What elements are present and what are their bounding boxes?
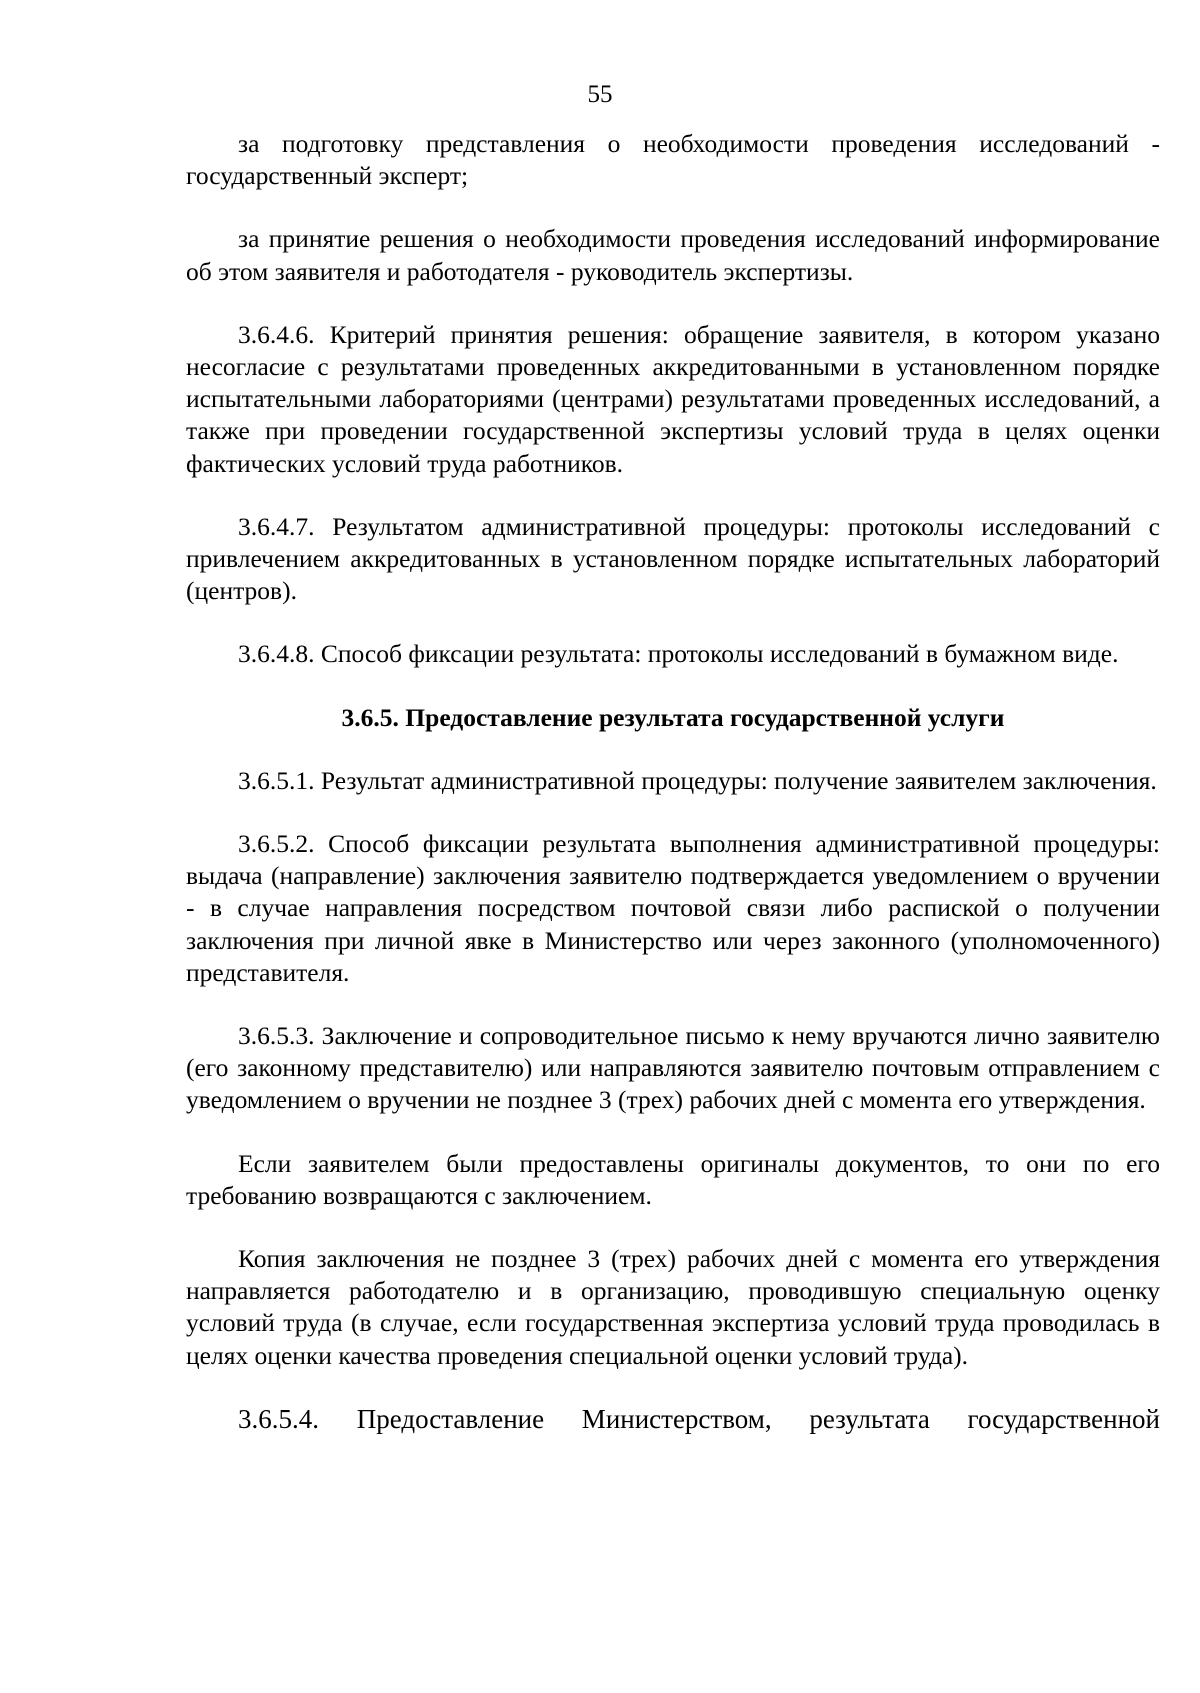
paragraph-3-6-5-1: 3.6.5.1. Результат административной процедуры: получение заявителем заключения.	[238, 765, 1157, 795]
paragraph-3-6-4-7: 3.6.4.7. Результатом административной процедуры: протоколы исследований с привлечением аккредитованных в установленном порядке испытательных лабораторий (центров).	[186, 511, 1160, 606]
paragraph-3-6-5-3: 3.6.5.3. Заключение и сопроводительное письмо к нему вручаются лично заявителю (его законному представителю) или направляются заявителю почтовым отправлением с уведомлением о вручении не позднее 3 (трех) рабочих дней с момента его утверждения.	[186, 1021, 1160, 1115]
paragraph-copy-of-conclusion: Копия заключения не позднее 3 (трех) рабочих дней с момента его утверждения направляется работодателю и в организацию, проводившую специальную оценку условий труда (в случае, если государственная экспертиза условий труда проводилась в целях оценки качества проведения специальной оценки условий труда).	[186, 1244, 1160, 1370]
paragraph-decision-responsibility: за принятие решения о необходимости проведения исследований информирование об этом заявителя и работодателя - руководитель экспертизы.	[186, 224, 1160, 286]
document-body	[186, 128, 1160, 1435]
paragraph-3-6-5-4-start: 3.6.5.4. Предоставление Министерством, результата государственной	[238, 1403, 1160, 1434]
section-heading-3-6-5: 3.6.5. Предоставление результата государственной услуги	[341, 702, 1005, 732]
paragraph-3-6-4-8: 3.6.4.8. Способ фиксации результата: протоколы исследований в бумажном виде.	[238, 639, 1119, 669]
page-number: 55	[587, 81, 613, 108]
paragraph-originals-returned: Если заявителем были предоставлены оригиналы документов, то они по его требованию возвращаются с заключением.	[186, 1148, 1160, 1210]
paragraph-3-6-4-6: 3.6.4.6. Критерий принятия решения: обращение заявителя, в котором указано несогласие с результатами проведенных аккредитованными в установленном порядке испытательными лабораториями (центрами) результатами проведенных исследований, а также при проведении государственной экспертизы условий труда в целях оценки фактических условий труда работников.	[186, 319, 1160, 478]
paragraph-3-6-5-2: 3.6.5.2. Способ фиксации результата выполнения административной процедуры: выдача (направление) заключения заявителю подтверждается уведомлением о вручении - в случае направления посредством почтовой связи либо распиской о получении заключения при личной явке в Министерство или через законного (уполномоченного) представителя.	[186, 829, 1160, 987]
paragraph-expert-responsibility: за подготовку представления о необходимости проведения исследований - государственный эксперт;	[186, 129, 1160, 191]
